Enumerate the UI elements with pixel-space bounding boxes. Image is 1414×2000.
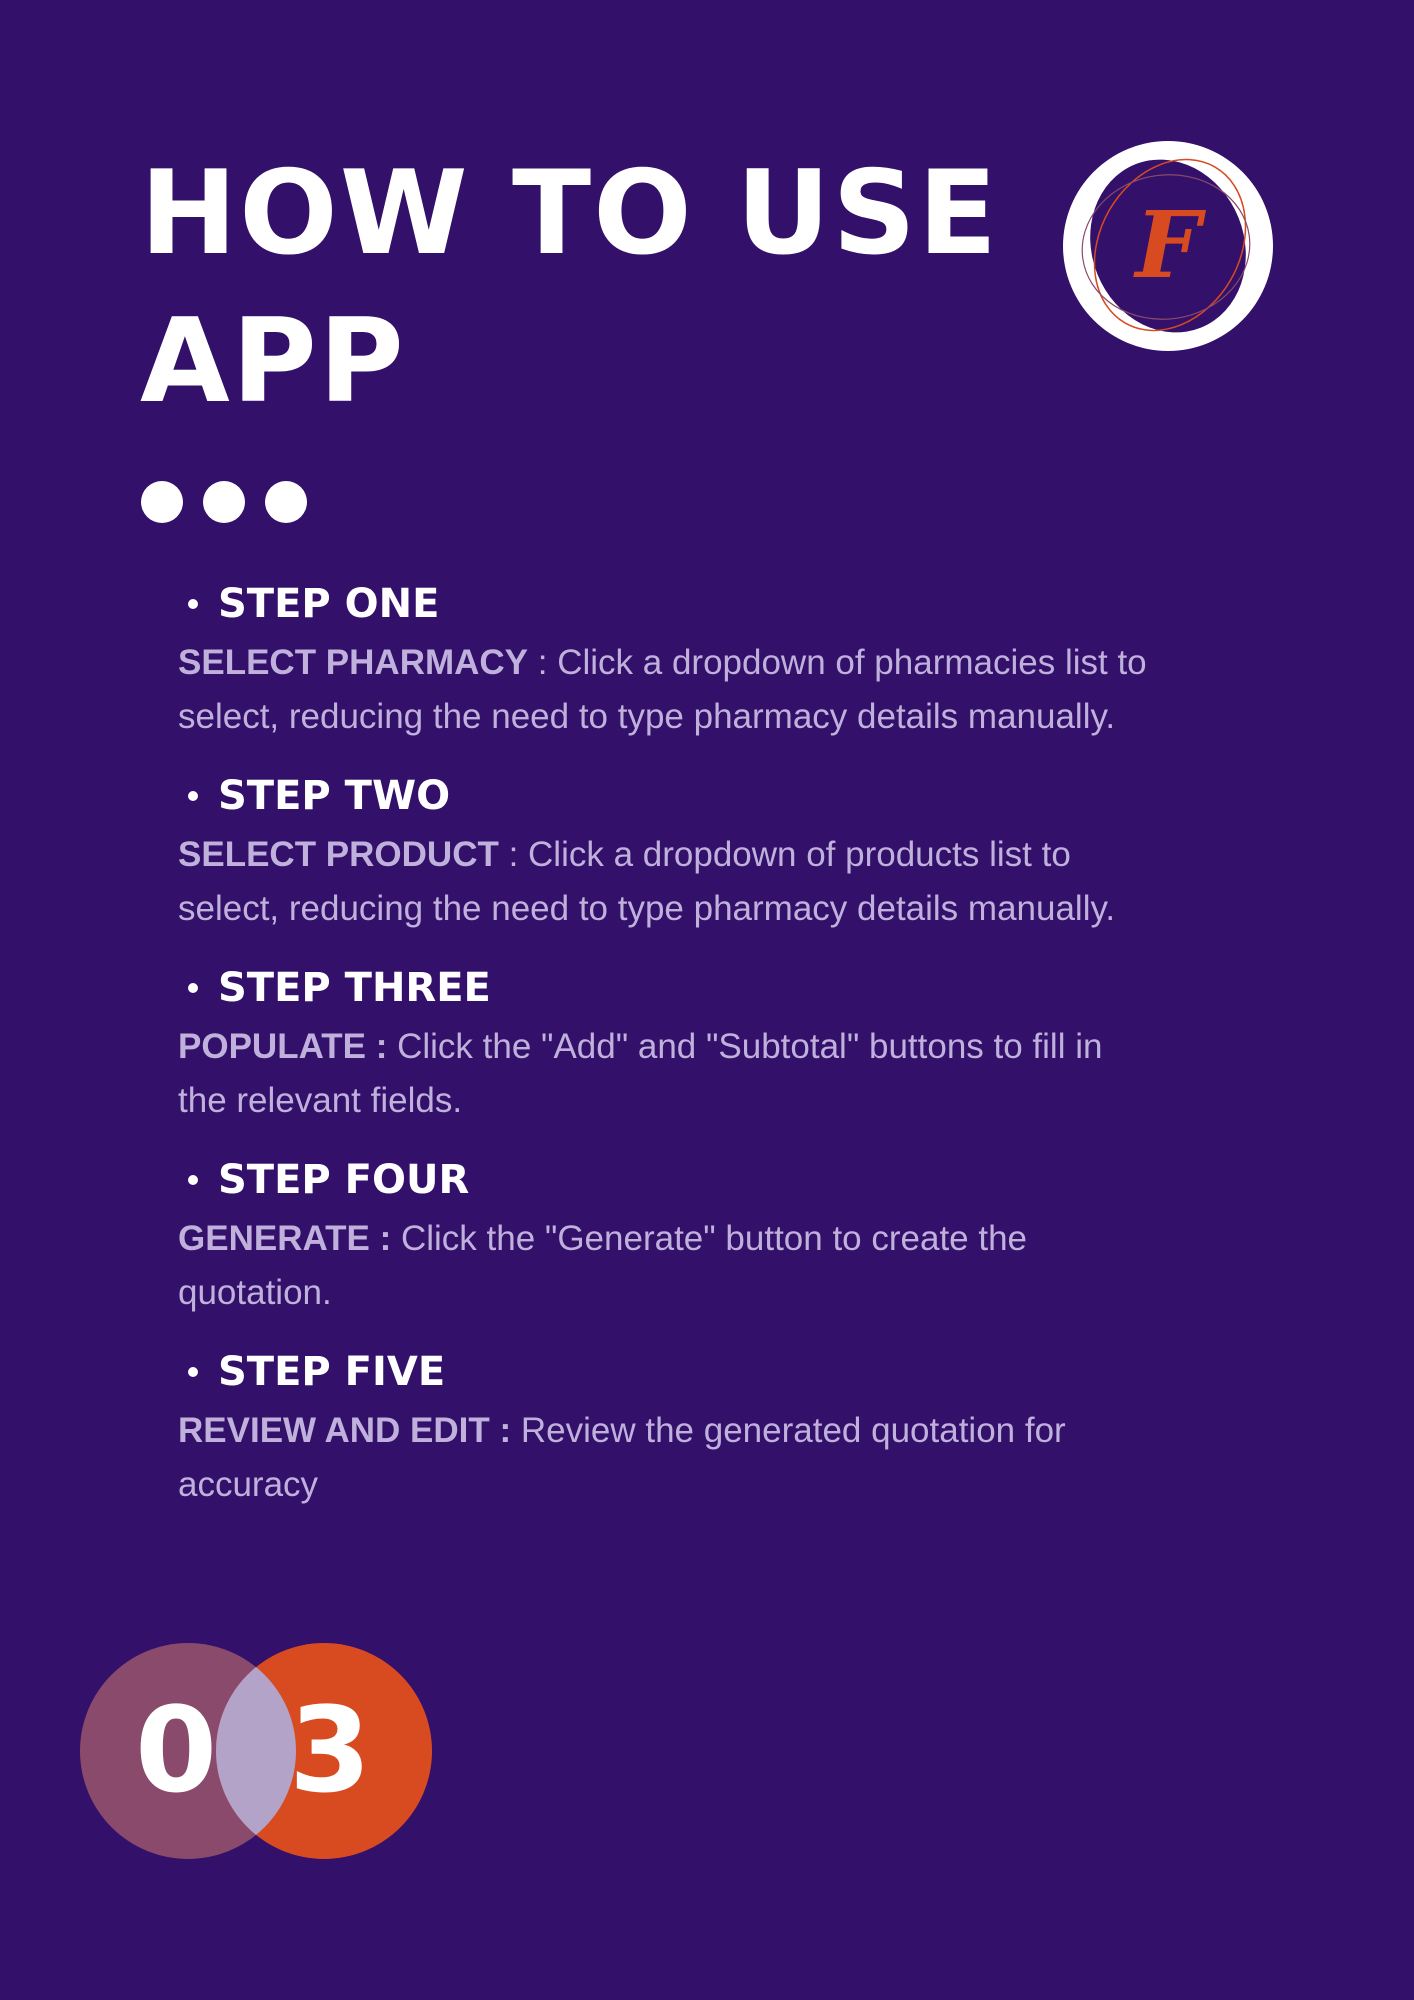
brand-logo [1063,141,1273,351]
step-heading: STEP FOUR [218,1157,470,1203]
page-digit-1: 0 [134,1681,218,1819]
step-description [178,636,1158,744]
dot [141,481,183,523]
step-text: : Click a dropdown of pharmacies list to select, reducing the need to type pharmacy details manually. [178,643,1147,736]
step-heading: STEP FIVE [218,1349,446,1395]
step-heading: STEP TWO [218,773,451,819]
step-1 [178,572,1158,744]
step-lead: GENERATE : [178,1219,392,1258]
decorative-dots [141,481,307,523]
page-digit-2: 3 [288,1681,372,1819]
step-text: : Click a dropdown of products list to select, reducing the need to type pharmacy details manually. [178,835,1116,928]
title-line-2: APP [140,294,406,429]
logo-letter: F [1135,191,1201,299]
step-lead: SELECT PRODUCT [178,835,499,874]
step-4 [178,1148,1158,1320]
step-lead: SELECT PHARMACY [178,643,529,682]
step-lead: REVIEW AND EDIT : [178,1411,512,1450]
step-2 [178,764,1158,936]
step-description [178,1212,1158,1320]
title-line-1: HOW TO USE [140,146,1000,281]
bullet-icon [188,599,198,609]
dot [203,481,245,523]
step-3 [178,956,1158,1128]
step-heading: STEP THREE [218,965,491,1011]
dot [265,481,307,523]
page-title [140,140,999,436]
step-text: Click the "Generate" button to create the quotation. [178,1219,1028,1312]
step-lead: POPULATE : [178,1027,388,1066]
bullet-icon [188,983,198,993]
steps-list [178,572,1158,1532]
bullet-icon [188,791,198,801]
step-description [178,1020,1158,1128]
step-description [178,828,1158,936]
bullet-icon [188,1175,198,1185]
step-text: Review the generated quotation for accuracy [178,1411,1066,1504]
step-text: Click the "Add" and "Subtotal" buttons to fill in the relevant fields. [178,1027,1103,1120]
step-description [178,1404,1158,1512]
step-5 [178,1340,1158,1512]
bullet-icon [188,1367,198,1377]
page-number-badge [80,1643,432,1859]
step-heading: STEP ONE [218,581,440,627]
